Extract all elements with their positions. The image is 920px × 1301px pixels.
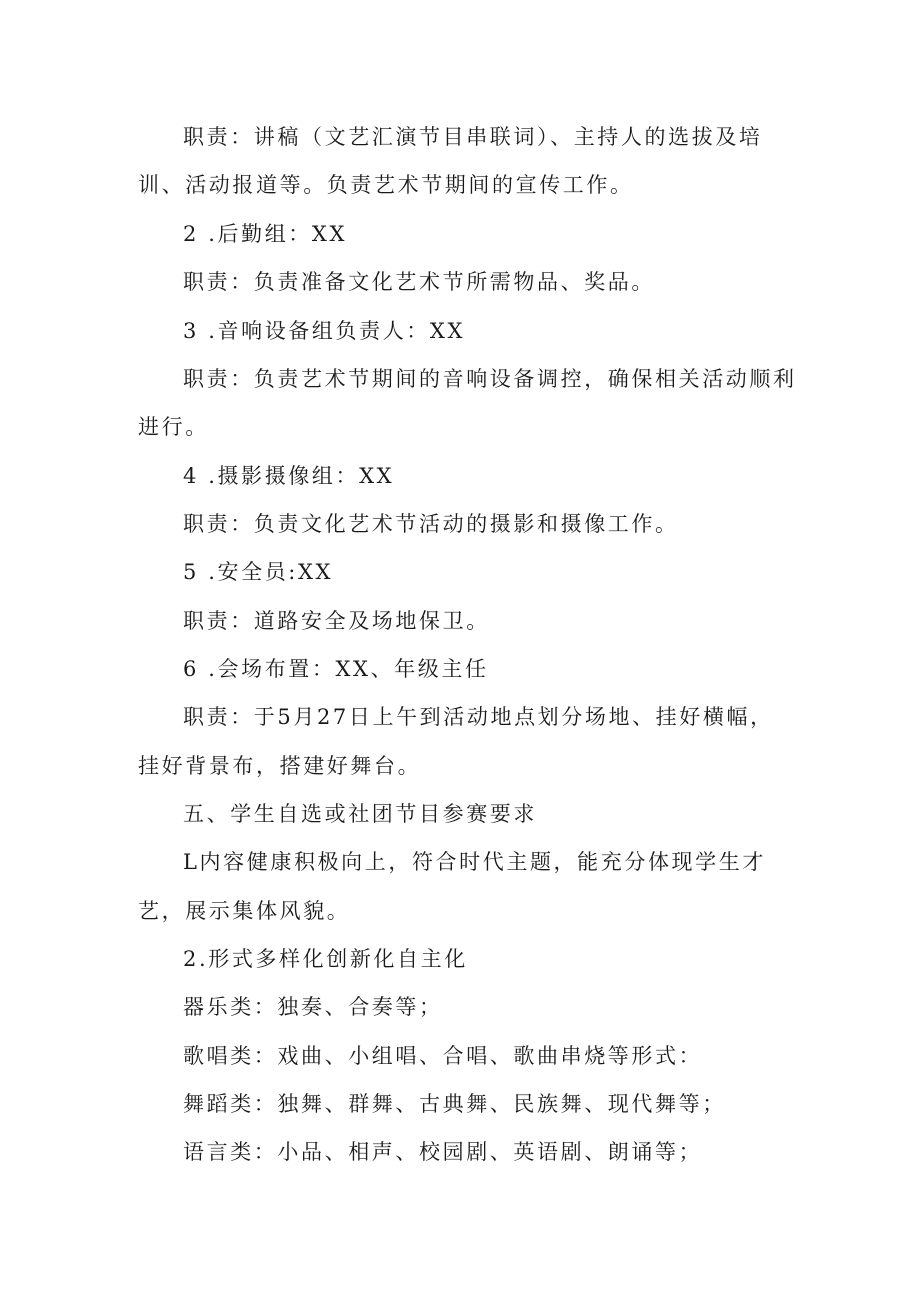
venue-duty-line-1: 职责：于5月27日上午到活动地点划分场地、挂好横幅， [183,705,774,729]
requirement-1-line-2: 艺，展示集体风貌。 [138,899,351,923]
singing-category: 歌唱类：戏曲、小组唱、合唱、歌曲串烧等形式： [183,1044,703,1068]
publicity-duty-line-1: 职责：讲稿（文艺汇演节目串联词）、主持人的选拔及培 [183,125,763,149]
logistics-duty: 职责：负责准备文化艺术节所需物品、奖品。 [183,270,655,294]
photo-duty: 职责：负责文化艺术节活动的摄影和摄像工作。 [183,512,679,536]
safety-duty: 职责：道路安全及场地保卫。 [183,609,490,633]
audio-duty-line-2: 进行。 [138,415,209,439]
language-category: 语言类：小品、相声、校园剧、英语剧、朗诵等； [183,1140,703,1164]
section-five-heading: 五、学生自选或社团节目参赛要求 [183,802,537,826]
venue-duty-line-2: 挂好背景布，搭建好舞台。 [138,754,422,778]
audio-duty-line-1: 职责：负责艺术节期间的音响设备调控，确保相关活动顺利 [183,367,797,391]
requirement-1-line-1: L内容健康积极向上，符合时代主题，能充分体现学生才 [183,850,766,874]
dance-category: 舞蹈类：独舞、群舞、古典舞、民族舞、现代舞等； [183,1092,726,1116]
publicity-duty-line-2: 训、活动报道等。负责艺术节期间的宣传工作。 [138,173,634,197]
photo-group-heading: 4 .摄影摄像组：XX [183,464,395,488]
audio-group-heading: 3 .音响设备组负责人：XX [183,319,466,343]
instrumental-category: 器乐类：独奏、合奏等； [183,995,443,1019]
requirement-2-heading: 2.形式多样化创新化自主化 [183,947,468,971]
logistics-group-heading: 2 .后勤组：XX [183,222,348,246]
venue-setup-heading: 6 .会场布置：XX、年级主任 [183,657,489,681]
safety-officer-heading: 5 .安全员:XX [183,560,334,584]
